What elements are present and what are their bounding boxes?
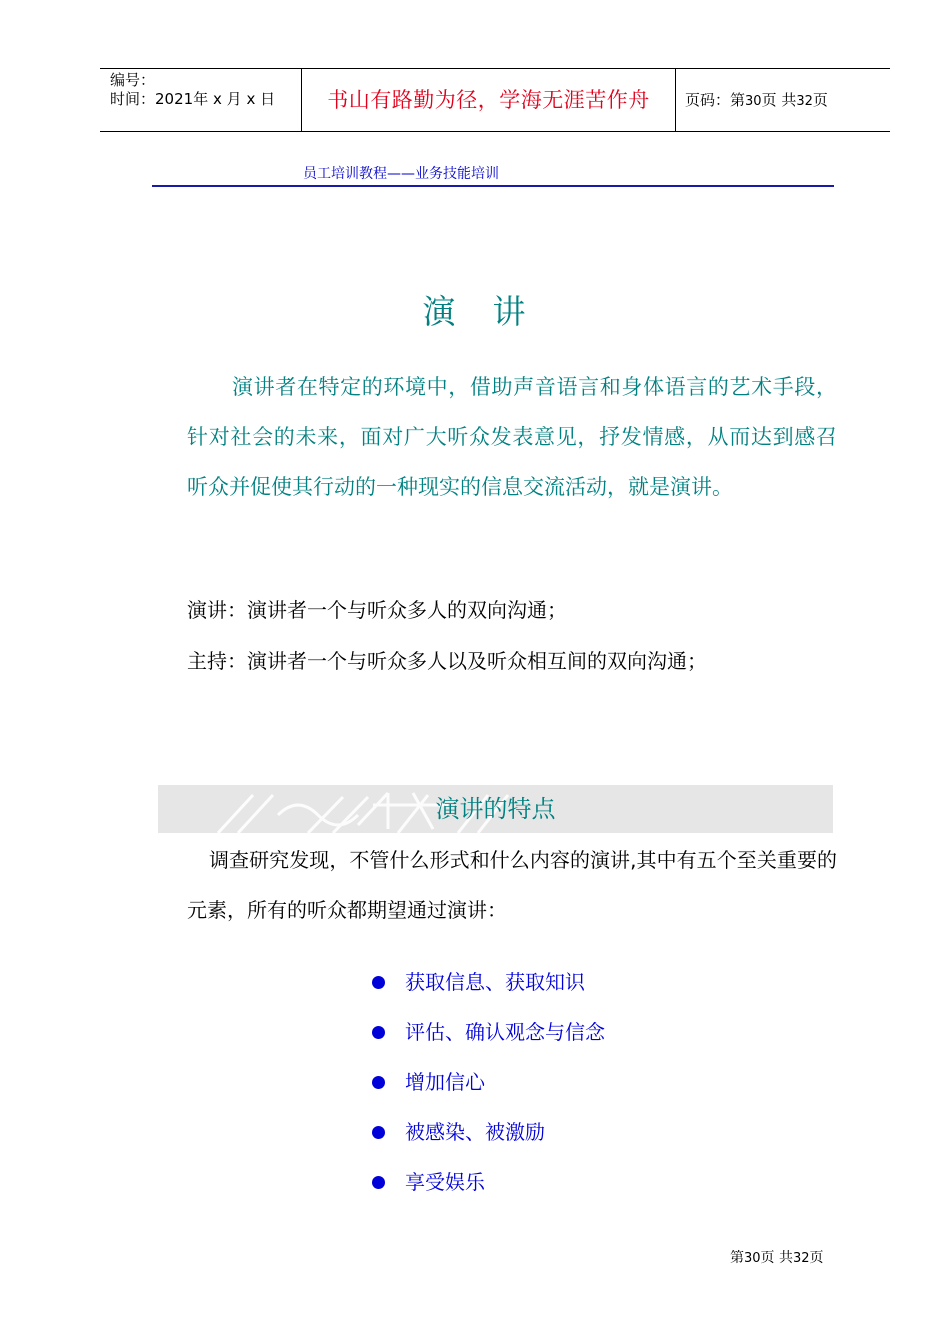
date-line: 时间：2021年 x 月 x 日: [110, 90, 276, 108]
footer-page-total: 32: [793, 1251, 810, 1266]
header-page-current: 30: [745, 94, 762, 109]
year: 2021: [155, 90, 194, 108]
list-item-text: 增加信心: [405, 1070, 485, 1094]
bullet-dot-icon: [372, 1176, 385, 1189]
bullet-dot-icon: [372, 1076, 385, 1089]
document-header: [100, 68, 890, 132]
section-title: 演讲的特点: [435, 795, 556, 823]
bullet-dot-icon: [372, 1026, 385, 1039]
header-rule: [152, 185, 834, 187]
footer-page-current: 30: [744, 1251, 761, 1266]
running-title: 员工培训教程——业务技能培训: [303, 166, 499, 182]
header-motto: 书山有路勤为径，学海无涯苦作舟: [327, 88, 650, 112]
page-title: 演 讲: [422, 292, 528, 331]
intro-paragraph: 演讲者在特定的环境中，借助声音语言和身体语言的艺术手段，针对社会的未来，面对广大听众发表意见，抒发情感，从而达到感召听众并促使其行动的一种现实的信息交流活动，就是演讲。: [187, 375, 837, 499]
header-page-total: 32: [796, 94, 813, 109]
list-item-text: 享受娱乐: [405, 1170, 485, 1194]
bullet-dot-icon: [372, 976, 385, 989]
definition-speech: 演讲：演讲者一个与听众多人的双向沟通；: [187, 598, 567, 622]
header-left-cell: [100, 69, 301, 131]
page-footer: 第30页 共32页: [730, 1250, 824, 1266]
definition-hosting: 主持：演讲者一个与听众多人以及听众相互间的双向沟通；: [187, 649, 707, 673]
section-banner: [158, 785, 833, 833]
header-page-info: 页码：第30页 共32页: [685, 91, 828, 109]
header-right-cell: [675, 69, 890, 131]
day: x: [246, 90, 256, 108]
list-item-text: 获取信息、获取知识: [405, 970, 585, 994]
bullet-dot-icon: [372, 1126, 385, 1139]
survey-paragraph: 调查研究发现，不管什么形式和什么内容的演讲,其中有五个至关重要的元素，所有的听众都期望通过演讲：: [187, 848, 837, 922]
list-item-text: 评估、确认观念与信念: [405, 1020, 605, 1044]
list-item-text: 被感染、被激励: [405, 1120, 545, 1144]
header-middle-cell: [301, 69, 676, 131]
number-label: 编号：: [110, 71, 156, 89]
month: x: [213, 90, 222, 108]
